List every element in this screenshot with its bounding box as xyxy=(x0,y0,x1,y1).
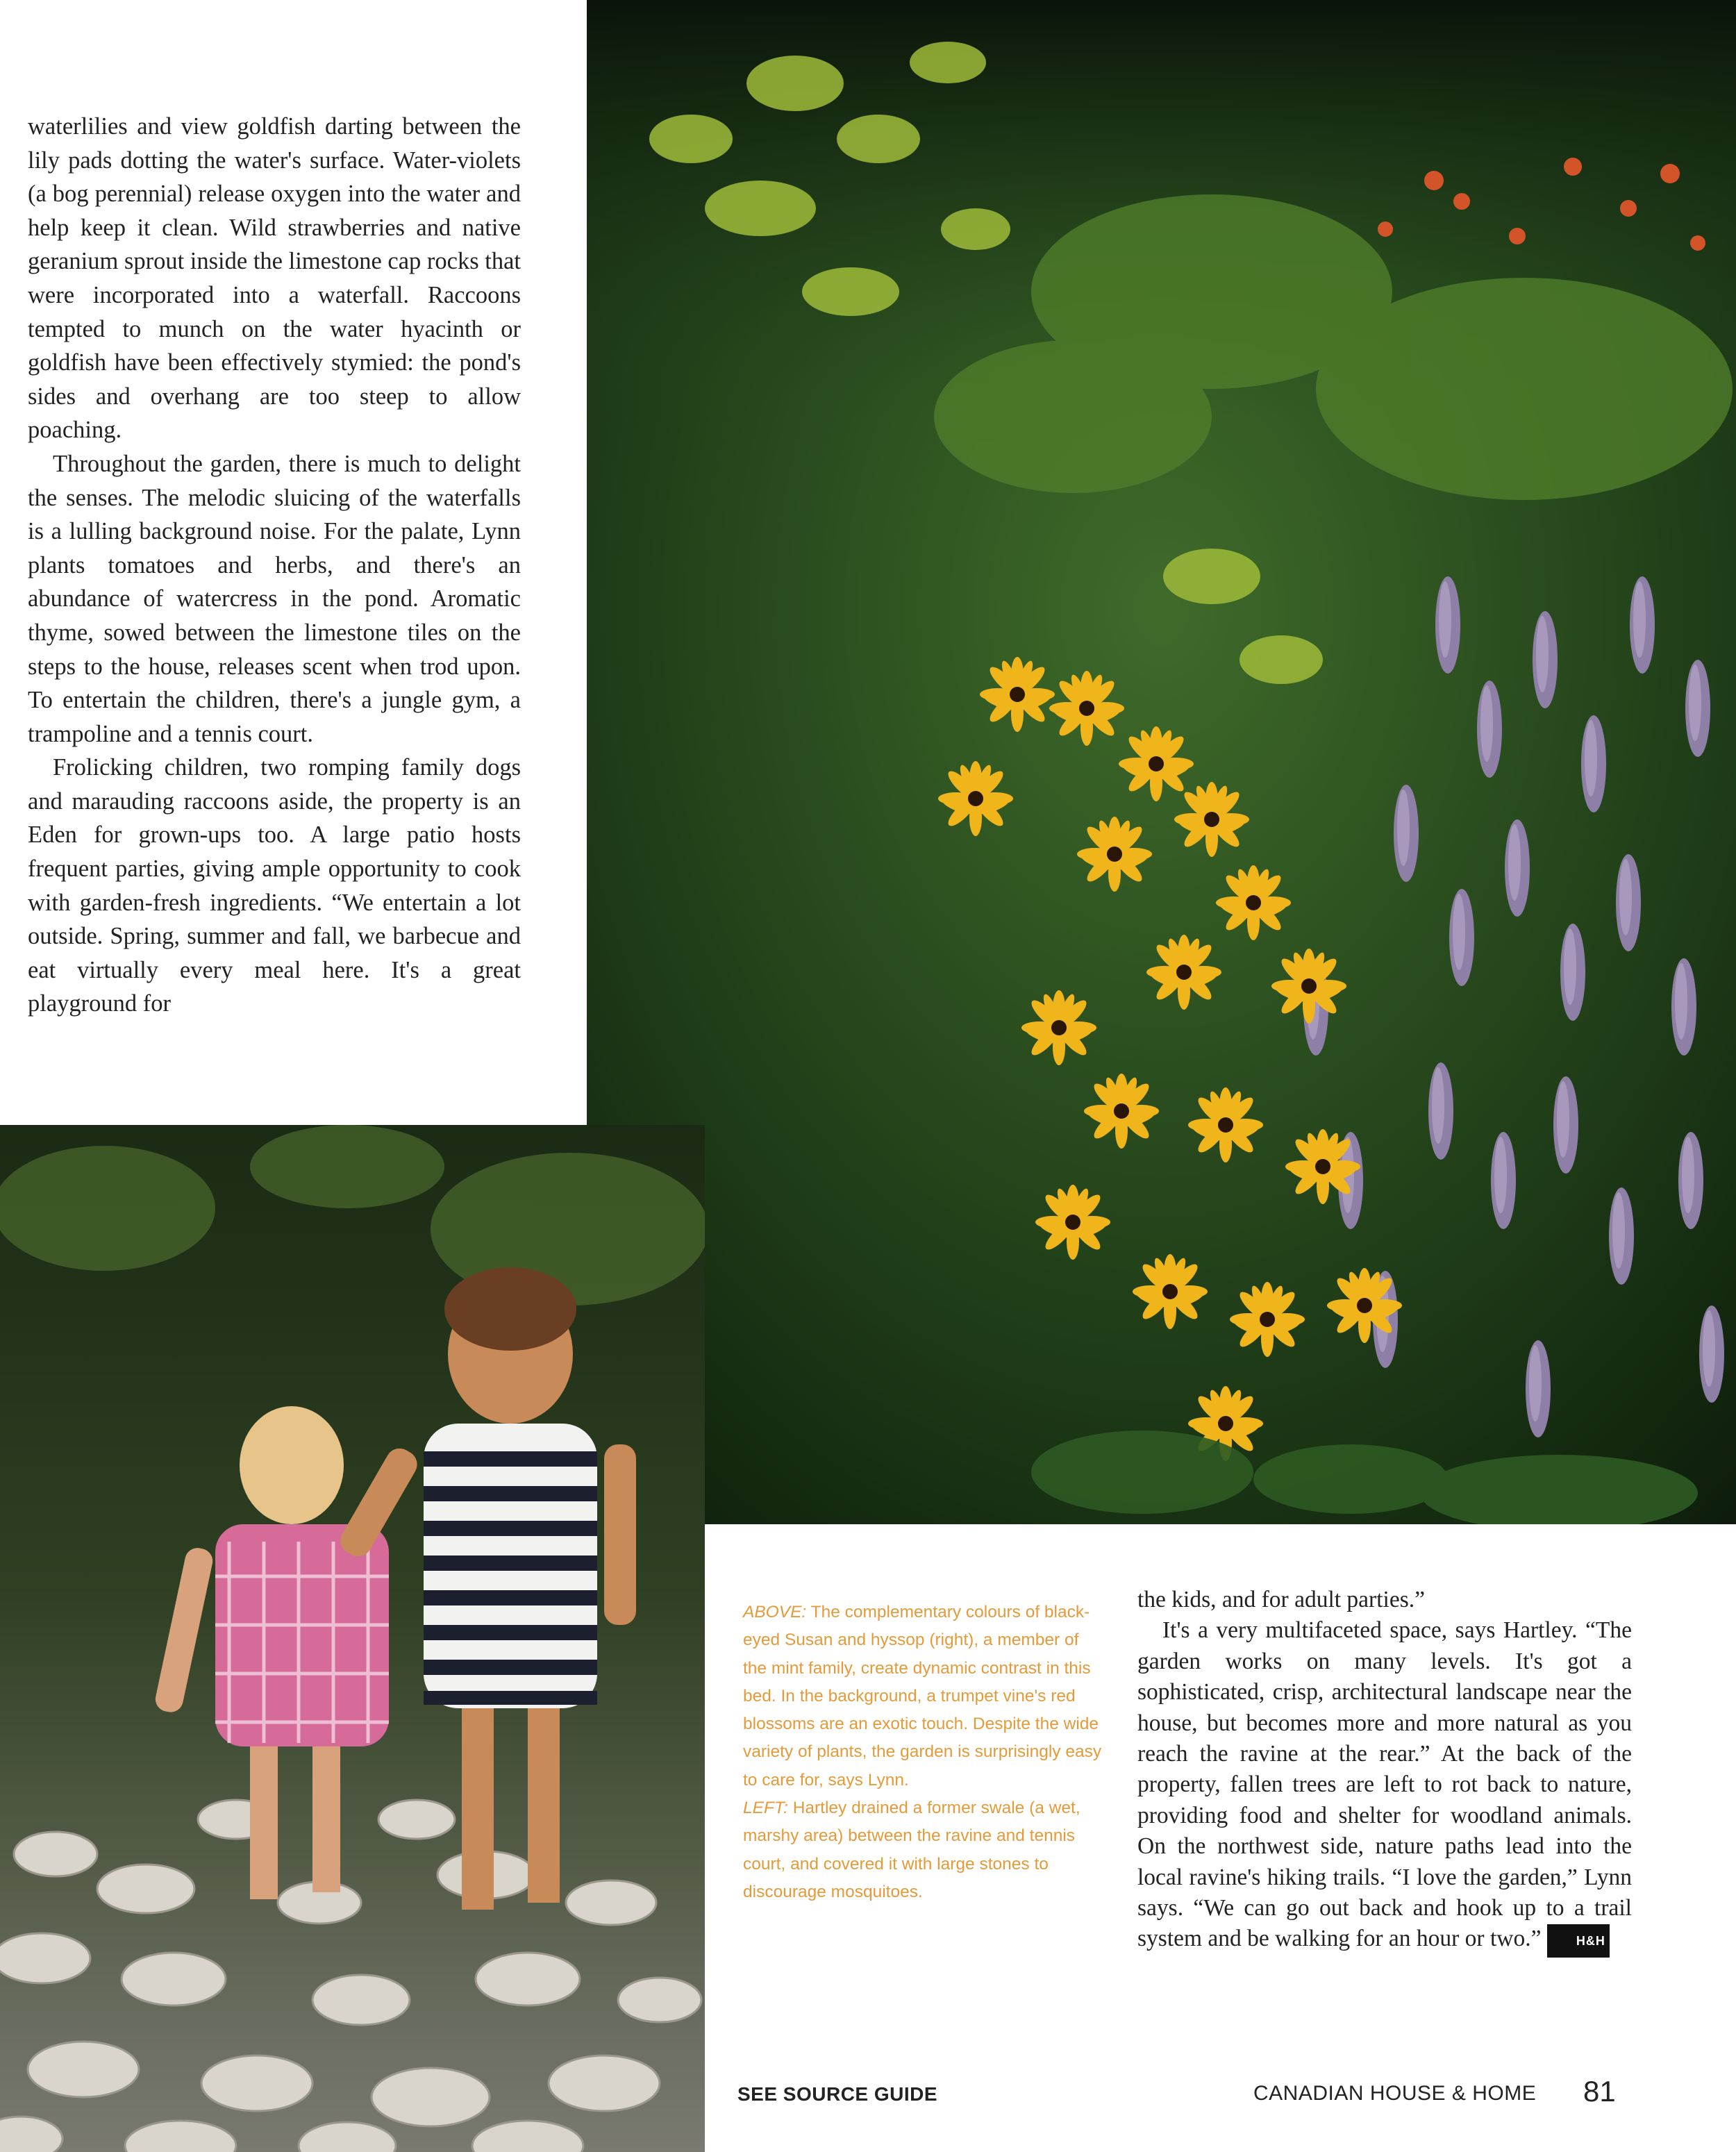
paragraph: Throughout the garden, there is much to delight the senses. The melodic sluicing of the waterfalls is a lulling background noise. For the palate, Lynn plants tomatoes and herbs, and there's an abundance of watercress in the pond. Aromatic thyme, sowed between the limestone tiles on the steps to the house, releases scent when trod upon. To entertain the children, there's a jungle gym, a trampoline and a tennis court. xyxy=(28,450,521,747)
body-text-column-right xyxy=(1137,1585,1632,1958)
paragraph: waterlilies and view goldfish darting between the lily pads dotting the water's surface. Water-violets (a bog perennial) release oxygen into the water and help keep it clean. Wild strawberries and native geranium sprout inside the limestone cap rocks that were incorporated into a waterfall. Raccoons tempted to munch on the water hyacinth or goldfish have been effectively stymied: the pond's sides and overhang are too steep to allow poaching. xyxy=(28,113,521,444)
caption-text-left: Hartley drained a former swale (a wet, marshy area) between the ravine and tennis court, and covered it with large stones to discourage mosquitoes. xyxy=(743,1799,1080,1901)
body-text-column-left xyxy=(28,110,521,1021)
photo-caption xyxy=(743,1599,1104,1906)
garden-photo xyxy=(587,0,1736,1524)
see-source-guide: SEE SOURCE GUIDE xyxy=(737,2083,938,2105)
house-home-end-mark: H&H xyxy=(1547,1924,1610,1958)
caption-label-left: LEFT: xyxy=(743,1799,788,1818)
paragraph: Frolicking children, two romping family dogs and marauding raccoons aside, the property is an Eden for grown-ups too. A large patio hosts frequent parties, giving ample opportunity to cook with garden-fresh ingredients. “We entertain a lot outside. Spring, summer and fall, we barbecue and eat virtually every meal here. It's a great playground for xyxy=(28,754,521,1017)
paragraph xyxy=(1137,1615,1632,1958)
page-number: 81 xyxy=(1583,2075,1616,2108)
paragraph: the kids, and for adult parties.” xyxy=(1137,1587,1425,1612)
children-on-stones-photo xyxy=(0,1125,705,2152)
caption-text-above: The complementary colours of black-eyed Susan and hyssop (right), a member of the mint family, create dynamic contrast in this bed. In the background, a trumpet vine's red blossoms are an exotic touch. Despite the wide variety of plants, the garden is surprisingly easy to care for, says Lynn. xyxy=(743,1603,1102,1790)
magazine-name: CANADIAN HOUSE & HOME xyxy=(1253,2082,1537,2105)
caption-label-above: ABOVE: xyxy=(743,1603,807,1621)
paragraph-text: It's a very multifaceted space, says Hartley. “The garden works on many levels. It's got a sophisticated, crisp, architectural landscape near the house, but becomes more and more natural as you reach the ravine at the rear.” At the back of the property, fallen trees are left to rot back to nature, providing food and shelter for woodland animals. On the northwest side, nature paths lead into the local ravine's hiking trails. “I love the garden,” Lynn says. “We can go out back and hook up to a trail system and be walking for an hour or two.” xyxy=(1137,1617,1632,1952)
